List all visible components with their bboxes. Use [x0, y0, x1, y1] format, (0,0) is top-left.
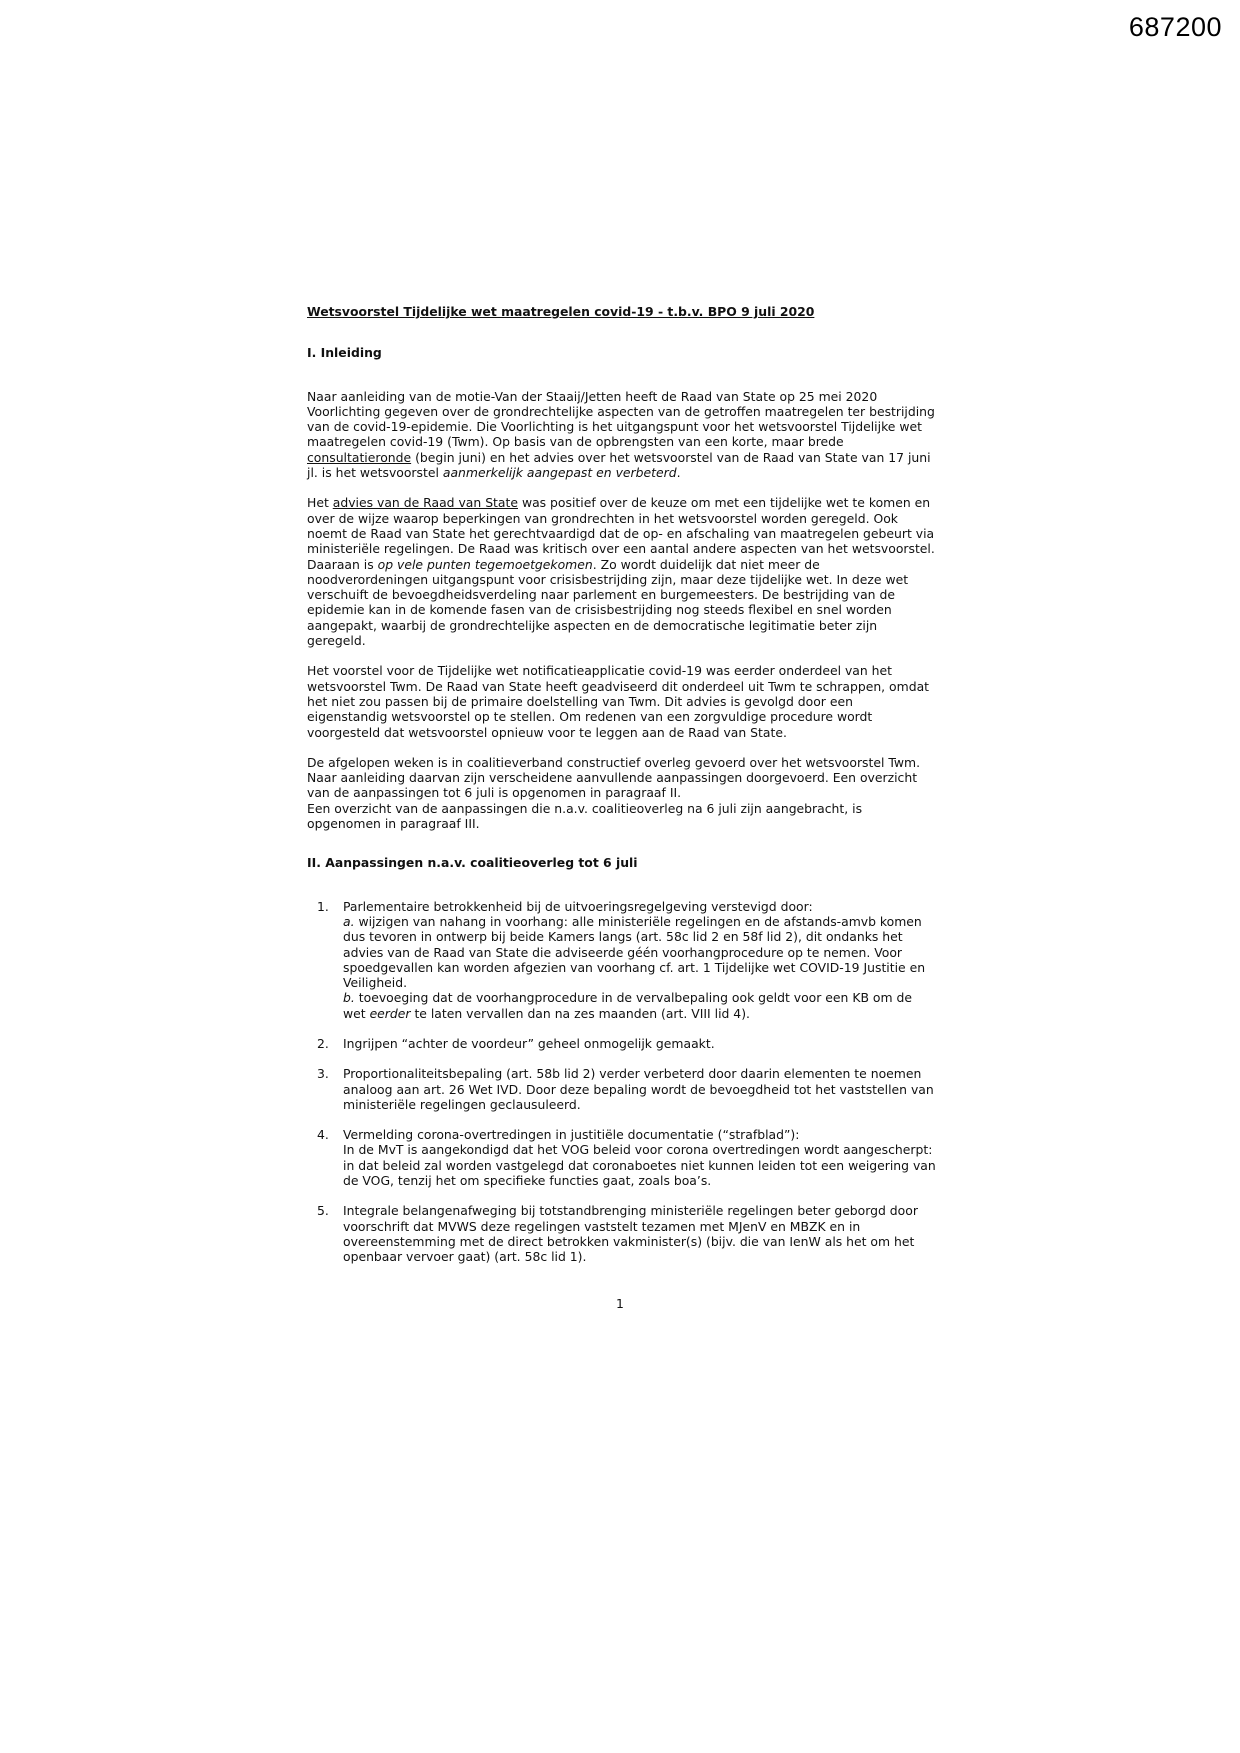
list-item	[307, 1036, 937, 1051]
changes-list	[307, 899, 937, 1265]
list-item-number: 2.	[317, 1035, 329, 1051]
list-item	[307, 1203, 937, 1264]
list-item-number: 1.	[317, 898, 329, 914]
paragraph-text: (begin juni) en het advies over het wetsvoorstel van de Raad van State van 17 juni jl. is het wetsvoorstel	[307, 449, 931, 481]
list-item-intro: Vermelding corona-overtredingen in justitiële documentatie (“strafblad”):	[343, 1127, 800, 1143]
section-heading-inleiding: I. Inleiding	[307, 345, 382, 361]
list-item-number: 5.	[317, 1203, 329, 1219]
paragraph-text: Naar aanleiding van de motie-Van der Staaij/Jetten heeft de Raad van State op 25 mei 2020 Voorlichting gegeven over de grondrechtelijke aspecten van de getroffen maatregelen ter bestrijding van de covid-19-epidemie. Die Voorlichting is het uitgangspunt voor het wetsvoorstel Tijdelijke wet maatregelen covid-19 (Twm). Op basis van de opbrengsten van een korte, maar brede	[307, 388, 935, 450]
paragraph-voorlichting	[307, 389, 937, 481]
document-title: Wetsvoorstel Tijdelijke wet maatregelen covid-19 - t.b.v. BPO 9 juli 2020	[307, 304, 815, 319]
emphasis-text: eerder	[369, 1005, 411, 1021]
paragraph-notificatieapplicatie: Het voorstel voor de Tijdelijke wet notificatieapplicatie covid-19 was eerder onderdeel van het wetsvoorstel Twm. De Raad van State heeft geadviseerd dit onderdeel uit Twm te schrappen, omdat het niet zou passen bij de primaire doelstelling van Twm. Dit advies is gevolgd door een eigenstandig wetsvoorstel op te stellen. Om redenen van een zorgvuldige procedure wordt voorgesteld dat wetsvoorstel opnieuw voor te leggen aan de Raad van State.	[307, 663, 930, 740]
sub-item-text: te laten vervallen dan na zes maanden (art. VIII lid 4).	[410, 1005, 750, 1021]
list-item-text: In de MvT is aangekondigd dat het VOG beleid voor corona overtredingen wordt aangescherpt: in dat beleid zal worden vastgelegd dat coronaboetes niet kunnen leiden tot een weigering van de VOG, tenzij het om specifieke functies gaat, zoals boa’s.	[343, 1142, 936, 1189]
page-number: 1	[616, 1296, 624, 1311]
list-item	[307, 1066, 937, 1112]
paragraph-advies	[307, 495, 937, 648]
paragraph-coalitieoverleg	[307, 755, 937, 831]
list-item-text: Proportionaliteitsbepaling (art. 58b lid 2) verder verbeterd door daarin elementen te noemen analoog aan art. 26 Wet IVD. Door deze bepaling wordt de bevoegdheid tot het vaststellen van ministeriële regelingen geclausuleerd.	[343, 1066, 934, 1112]
sub-item-text: wijzigen van nahang in voorhang: alle ministeriële regelingen en de afstands-amvb komen dus tevoren in ontwerp bij beide Kamers langs (art. 58c lid 2 en 58f lid 2), dit ondanks het advies van de Raad van State die adviseerde géén voorhangprocedure op te nemen. Voor spoedgevallen kan worden afgezien van voorhang cf. art. 1 Tijdelijke wet COVID-19 Justitie en Veiligheid.	[343, 913, 926, 991]
list-item-intro: Parlementaire betrokkenheid bij de uitvoeringsregelgeving verstevigd door:	[343, 898, 813, 914]
sub-item-label: a.	[343, 913, 355, 929]
emphasis-text: op vele punten tegemoetgekomen	[377, 556, 593, 572]
document-body	[307, 304, 937, 1280]
list-item-text: Integrale belangenafweging bij totstandbrenging ministeriële regelingen beter geborgd door voorschrift dat MVWS deze regelingen vaststelt tezamen met MJenV en MBZK en in overeenstemming met de direct betrokken vakminister(s) (bijv. die van IenW als het om het openbaar vervoer gaat) (art. 58c lid 1).	[343, 1203, 918, 1265]
list-item-text: Ingrijpen “achter de voordeur” geheel onmogelijk gemaakt.	[343, 1035, 715, 1051]
paragraph-text: Een overzicht van de aanpassingen die n.a.v. coalitieoverleg na 6 juli zijn aangebracht, is opgenomen in paragraaf III.	[307, 800, 863, 832]
list-item	[307, 1127, 937, 1188]
list-item-number: 3.	[317, 1066, 329, 1082]
paragraph-text: Het	[307, 495, 333, 511]
section-heading-aanpassingen: II. Aanpassingen n.a.v. coalitieoverleg tot 6 juli	[307, 855, 638, 871]
list-item	[307, 899, 937, 1021]
list-item-number: 4.	[317, 1127, 329, 1143]
sub-item-label: b.	[343, 990, 355, 1006]
paragraph-text: .	[676, 465, 681, 481]
advies-raad-van-state-link[interactable]: advies van de Raad van State	[332, 495, 518, 511]
consultatieronde-link[interactable]: consultatieronde	[307, 449, 412, 465]
paragraph-text: . Zo wordt duidelijk dat niet meer de noodverordeningen uitgangspunt voor crisisbestrijding zijn, maar deze tijdelijke wet. In deze wet verschuift de bevoegdheidsverdeling naar parlement en burgemeesters. De bestrijding van de epidemie kan in de komende fasen van de crisisbestrijding nog steeds flexibel en snel worden aangepakt, waarbij de grondrechtelijke aspecten en de democratische legitimatie beter zijn geregeld.	[307, 556, 909, 649]
emphasis-text: aanmerkelijk aangepast en verbeterd	[442, 465, 677, 481]
document-id: 687200	[1128, 12, 1222, 42]
sub-item-text: toevoeging dat de voorhangprocedure in de vervalbepaling ook geldt voor een KB om de wet	[343, 990, 912, 1021]
paragraph-text: was positief over de keuze om met een tijdelijke wet te komen en over de wijze waarop beperkingen van grondrechten in het wetsvoorstel worden geregeld. Ook noemt de Raad van State het gerechtvaardigd dat de op- en afschaling van maatregelen gebeurt via ministeriële regelingen. De Raad was kritisch over een aantal andere aspecten van het wetsvoorstel. Daaraan is	[307, 495, 935, 572]
paragraph-text: De afgelopen weken is in coalitieverband constructief overleg gevoerd over het wetsvoorstel Twm. Naar aanleiding daarvan zijn verscheidene aanvullende aanpassingen doorgevoerd. Een overzicht van de aanpassingen tot 6 juli is opgenomen in paragraaf II.	[307, 754, 921, 801]
